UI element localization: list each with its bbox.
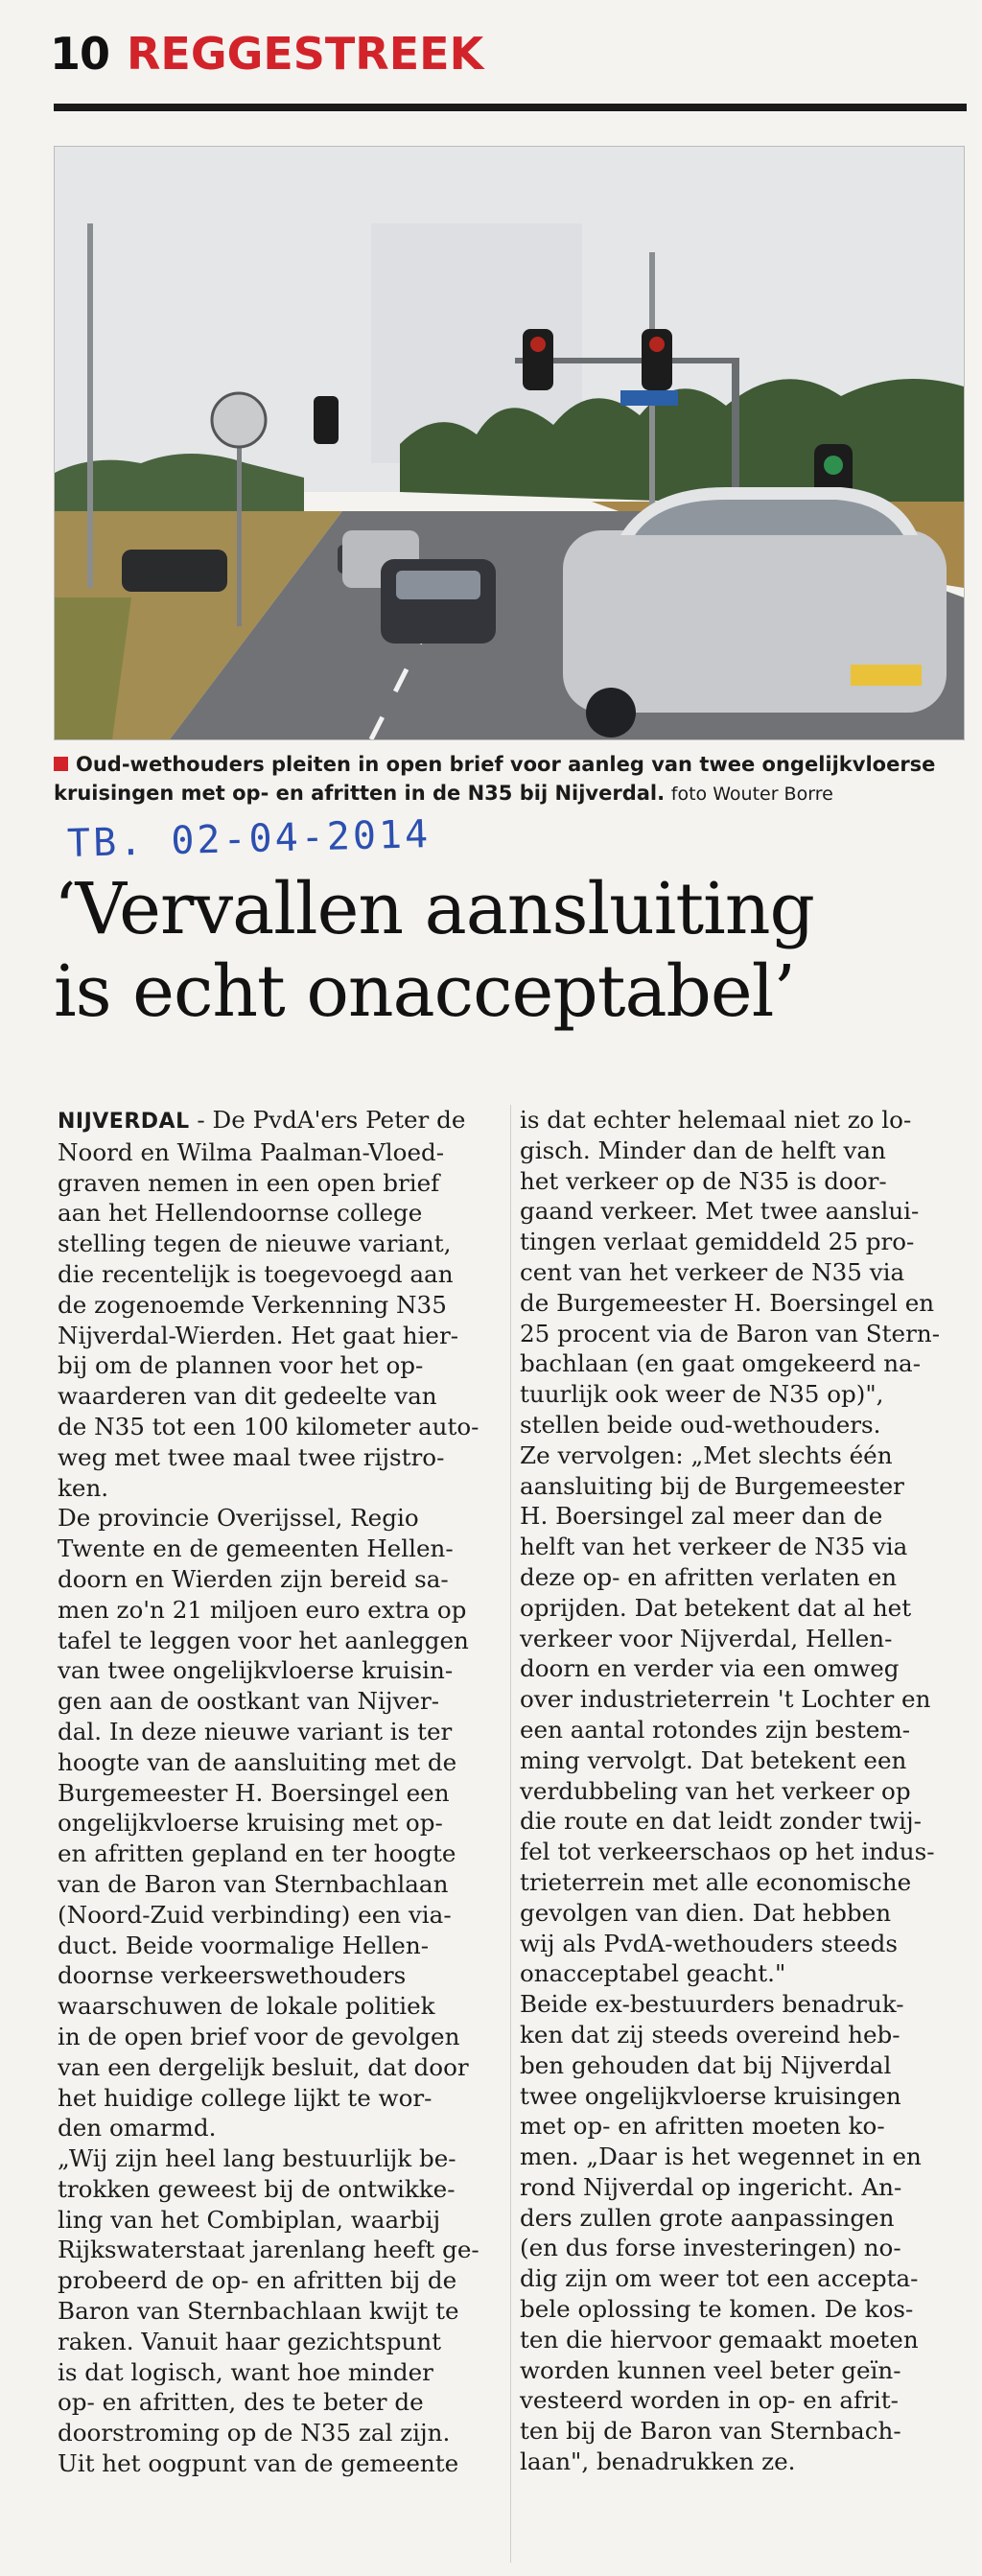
article-line: Uit het oogpunt van de gemeente xyxy=(58,2449,459,2478)
article-line: ming vervolgt. Dat betekent een xyxy=(520,1745,907,1774)
article-line: Noord en Wilma Paalman-Vloed- xyxy=(58,1137,445,1166)
article-line: ling van het Combiplan, waarbij xyxy=(58,2205,441,2234)
article-column-1 xyxy=(58,1105,501,2479)
article-line: oprijden. Dat betekent dat al het xyxy=(520,1593,912,1622)
article-line: bachlaan (en gaat omgekeerd na- xyxy=(520,1349,922,1378)
article-line: van een dergelijk besluit, dat door xyxy=(58,2052,469,2081)
article-line xyxy=(58,1105,501,1137)
photo-credit: foto Wouter Borre xyxy=(670,784,833,805)
article-line: doornse verkeerswethouders xyxy=(58,1961,407,1990)
article-paragraph xyxy=(520,1440,963,1989)
article-line: gen aan de oostkant van Nijver- xyxy=(58,1687,440,1716)
header-rule xyxy=(54,104,967,111)
article-line: bele oplossing te komen. De kos- xyxy=(520,2295,914,2324)
traffic-light-icon xyxy=(314,396,339,444)
page-header xyxy=(50,25,483,82)
article-line: 25 procent via de Baron van Stern- xyxy=(520,1319,941,1347)
article-line: deze op- en afritten verlaten en xyxy=(520,1562,898,1591)
article-line: laan", benadrukken ze. xyxy=(520,2447,796,2476)
article-line: weg met twee maal twee rijstro- xyxy=(58,1442,445,1471)
article-line: is dat logisch, want hoe minder xyxy=(58,2357,433,2386)
section-title: REGGESTREEK xyxy=(127,28,484,80)
article-line: „Wij zijn heel lang bestuurlijk be- xyxy=(58,2144,456,2173)
article-paragraph xyxy=(520,1105,963,1440)
parked-car xyxy=(122,550,227,592)
article-line: waarderen van dit gedeelte van xyxy=(58,1382,437,1411)
article-line: Ze vervolgen: „Met slechts één xyxy=(520,1440,893,1469)
article-line: probeerd de op- en afritten bij de xyxy=(58,2266,457,2295)
article-line: is dat echter helemaal niet zo lo- xyxy=(520,1106,912,1134)
article-line: ten die hiervoor gemaakt moeten xyxy=(520,2325,919,2354)
article-line: ders zullen grote aanpassingen xyxy=(520,2203,895,2232)
article-line: Baron van Sternbachlaan kwijt te xyxy=(58,2297,459,2326)
article-line: tafel te leggen voor het aanleggen xyxy=(58,1626,469,1654)
article-line: stelling tegen de nieuwe variant, xyxy=(58,1229,452,1258)
article-line: het verkeer op de N35 is door- xyxy=(520,1166,887,1195)
photo-illustration xyxy=(55,147,964,739)
road-junction-photo xyxy=(54,146,965,740)
article-paragraph xyxy=(58,1503,501,2143)
article-line: verdubbeling van het verkeer op xyxy=(520,1776,911,1805)
article-line: die recentelijk is toegevoegd aan xyxy=(58,1259,454,1288)
direction-sign xyxy=(620,390,678,406)
article-line: twee ongelijkvloerse kruisingen xyxy=(520,2081,901,2110)
car-windscreen xyxy=(396,571,480,599)
article-line: aan het Hellendoornse college xyxy=(58,1199,423,1228)
article-headline xyxy=(54,868,917,1033)
article-line: de zogenoemde Verkenning N35 xyxy=(58,1290,447,1319)
article-line: trieterrein met alle economische xyxy=(520,1867,912,1896)
article-line: De provincie Overijssel, Regio xyxy=(58,1504,419,1533)
caption-text: Oud-wethouders pleiten in open brief voor aanleg van twee ongelijkvloerse kruisingen met op- en afritten in de N35 bij Nijverdal. xyxy=(54,753,936,805)
article-line: tuurlijk ook weer de N35 op)", xyxy=(520,1380,884,1409)
article-line: op- en afritten, des te beter de xyxy=(58,2388,424,2417)
article-line: stellen beide oud-wethouders. xyxy=(520,1410,881,1439)
article-line: wij als PvdA-wethouders steeds xyxy=(520,1929,899,1957)
handwritten-date-note: TB. 02-04-2014 xyxy=(66,812,432,866)
article-line: in de open brief voor de gevolgen xyxy=(58,2022,460,2050)
article-line: verkeer voor Nijverdal, Hellen- xyxy=(520,1624,893,1652)
headline-line-2: is echt onacceptabel’ xyxy=(54,950,795,1033)
article-line: trokken geweest bij de ontwikke- xyxy=(58,2174,456,2203)
article-line: het huidige college lijkt te wor- xyxy=(58,2083,433,2112)
article-line: aansluiting bij de Burgemeester xyxy=(520,1471,904,1500)
article-line: Beide ex-bestuurders benadruk- xyxy=(520,1990,904,2019)
article-line: dal. In deze nieuwe variant is ter xyxy=(58,1717,453,1745)
article-line: hoogte van de aansluiting met de xyxy=(58,1747,457,1776)
article-line: graven nemen in een open brief xyxy=(58,1168,440,1197)
article-line: Nijverdal-Wierden. Het gaat hier- xyxy=(58,1321,459,1349)
article-line: die route en dat leidt zonder twij- xyxy=(520,1807,922,1836)
article-line: een aantal rotondes zijn bestem- xyxy=(520,1715,911,1744)
article-line: cent van het verkeer de N35 via xyxy=(520,1257,905,1286)
article-paragraph xyxy=(520,1989,963,2477)
article-line: dig zijn om weer tot een accepta- xyxy=(520,2264,919,2293)
article-line: met op- en afritten moeten ko- xyxy=(520,2112,885,2141)
article-line: van de Baron van Sternbachlaan xyxy=(58,1869,449,1898)
article-line: raken. Vanuit haar gezichtspunt xyxy=(58,2327,442,2355)
article-line: doorn en verder via een omweg xyxy=(520,1654,900,1683)
article-line: vesteerd worden in op- en afrit- xyxy=(520,2386,899,2415)
article-line: bij om de plannen voor het op- xyxy=(58,1351,424,1380)
article-line: Rijkswaterstaat jarenlang heeft ge- xyxy=(58,2236,479,2264)
article-line: ken. xyxy=(58,1473,109,1502)
article-line: gevolgen van dien. Dat hebben xyxy=(520,1898,892,1927)
headline-line-1: ‘Vervallen aansluiting xyxy=(54,868,814,950)
article-line: rond Nijverdal op ingericht. An- xyxy=(520,2172,902,2201)
article-line: doorstroming op de N35 zal zijn. xyxy=(58,2419,451,2447)
article-body xyxy=(58,1105,963,2479)
license-plate xyxy=(851,665,922,686)
article-line: tingen verlaat gemiddeld 25 pro- xyxy=(520,1228,915,1256)
red-light xyxy=(649,337,665,352)
article-line: (Noord-Zuid verbinding) een via- xyxy=(58,1900,452,1929)
article-line: men. „Daar is het wegennet in en xyxy=(520,2143,922,2171)
red-light xyxy=(530,337,546,352)
green-light xyxy=(824,456,843,475)
road-sign-icon xyxy=(212,393,266,447)
article-line: Twente en de gemeenten Hellen- xyxy=(58,1534,454,1563)
article-line-text: - De PvdA'ers Peter de xyxy=(189,1106,466,1134)
article-line: doorn en Wierden zijn bereid sa- xyxy=(58,1564,449,1593)
article-line: ten bij de Baron van Sternbach- xyxy=(520,2417,901,2446)
article-line: worden kunnen veel beter geïn- xyxy=(520,2355,901,2384)
lamp-post-left xyxy=(87,223,93,588)
article-line: Burgemeester H. Boersingel een xyxy=(58,1778,450,1807)
article-paragraph xyxy=(58,2143,501,2479)
article-line: en afritten gepland en ter hoogte xyxy=(58,1839,456,1868)
article-line: ken dat zij steeds overeind heb- xyxy=(520,2020,900,2049)
article-line: (en dus forse investeringen) no- xyxy=(520,2234,901,2262)
article-line: de N35 tot een 100 kilometer auto- xyxy=(58,1412,479,1440)
page-number: 10 xyxy=(50,28,110,80)
article-line: van twee ongelijkvloerse kruisin- xyxy=(58,1656,454,1685)
photo-caption xyxy=(54,750,963,808)
article-line: over industrieterrein 't Lochter en xyxy=(520,1685,931,1714)
article-line: helft van het verkeer de N35 via xyxy=(520,1533,908,1561)
article-paragraph xyxy=(58,1105,501,1503)
article-line: waarschuwen de lokale politiek xyxy=(58,1992,435,2021)
article-line: ongelijkvloerse kruising met op- xyxy=(58,1809,443,1838)
article-line: den omarmd. xyxy=(58,2114,217,2143)
article-line: de Burgemeester H. Boersingel en xyxy=(520,1288,935,1317)
article-line: gisch. Minder dan de helft van xyxy=(520,1136,886,1164)
article-line: fel tot verkeerschaos op het indus- xyxy=(520,1838,935,1866)
article-line: ben gehouden dat bij Nijverdal xyxy=(520,2050,892,2079)
article-dateline: NIJVERDAL xyxy=(58,1110,190,1134)
article-line: onacceptabel geacht." xyxy=(520,1959,786,1988)
article-line: men zo'n 21 miljoen euro extra op xyxy=(58,1595,467,1624)
article-line: gaand verkeer. Met twee aanslui- xyxy=(520,1197,920,1226)
caption-marker-icon xyxy=(54,757,68,771)
article-column-2 xyxy=(520,1105,963,2479)
car-wheel xyxy=(586,688,636,738)
article-line: duct. Beide voormalige Hellen- xyxy=(58,1931,430,1959)
article-line: H. Boersingel zal meer dan de xyxy=(520,1502,883,1531)
